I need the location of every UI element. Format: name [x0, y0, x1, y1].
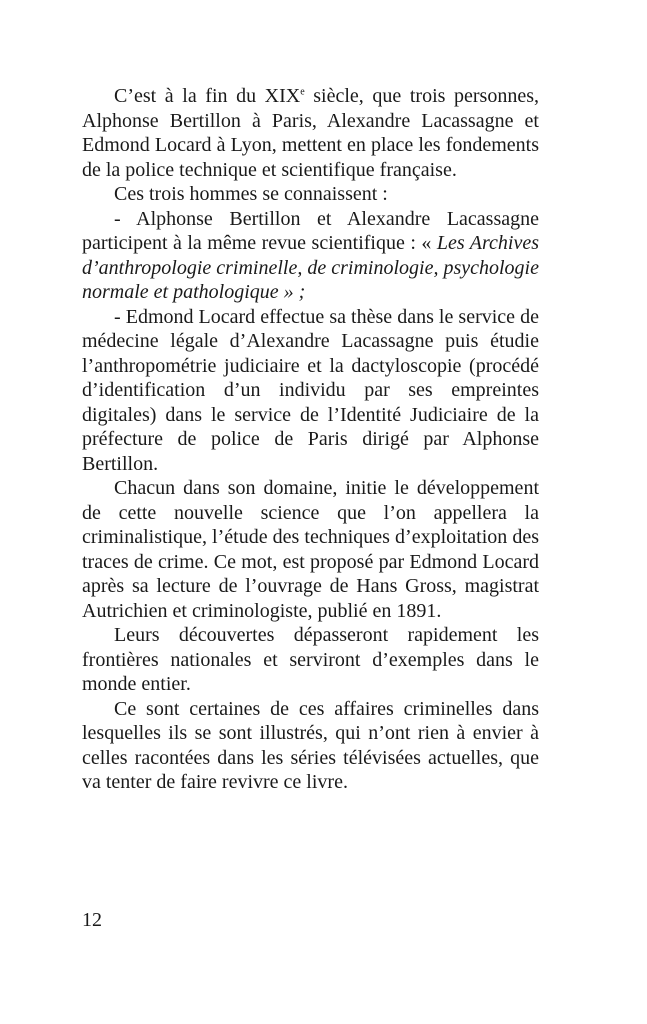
paragraph-locard: - Edmond Locard effectue sa thèse dans le service de médecine légale d’Alexandre Lacassagne puis étudie l’anthropométrie judiciaire et la dactyloscopie (procédé d’identification d’un individu par ses empreintes digitales) dans le service de l’Identité Judiciaire de la préfecture de police de Paris dirigé par Alphonse Bertillon. [82, 305, 539, 475]
paragraph-intro-text-start: C’est à la fin du XIX [114, 85, 301, 107]
paragraph-acquaintance: Ces trois hommes se connaissent : [114, 183, 388, 205]
page-number: 12 [82, 909, 102, 931]
paragraph-bertillon-lacassagne [82, 207, 539, 305]
paragraph-discoveries: Leurs découvertes dépasseront rapidement les frontières nationales et serviront d’exemples dans le monde entier. [82, 624, 539, 695]
century-superscript: e [300, 86, 305, 98]
paragraph-intro [82, 84, 539, 182]
journal-title: Les Archives d’anthropologie criminelle, de criminologie, psychologie normale et pathologique » ; [82, 232, 539, 303]
body-text [82, 84, 539, 795]
paragraph-intro-text-end: siècle, que trois personnes, Alphonse Bertillon à Paris, Alexandre Lacassagne et Edmond Locard à Lyon, mettent en place les fondements de la police technique et scientifique française. [82, 85, 539, 181]
paragraph-bertillon-lacassagne-text: - Alphonse Bertillon et Alexandre Lacassagne participent à la même revue scientifique : « [82, 207, 539, 254]
paragraph-book-purpose: Ce sont certaines de ces affaires criminelles dans lesquelles ils se sont illustrés, qui n’ont rien à envier à celles racontées dans les séries télévisées actuelles, que va tenter de faire revivre ce livre. [82, 697, 539, 793]
paragraph-criminalistique: Chacun dans son domaine, initie le développement de cette nouvelle science que l’on appellera la criminalistique, l’étude des techniques d’exploitation des traces de crime. Ce mot, est proposé par Edmond Locard après sa lecture de l’ouvrage de Hans Gross, magistrat Autrichien et criminologiste, publié en 1891. [82, 477, 539, 622]
